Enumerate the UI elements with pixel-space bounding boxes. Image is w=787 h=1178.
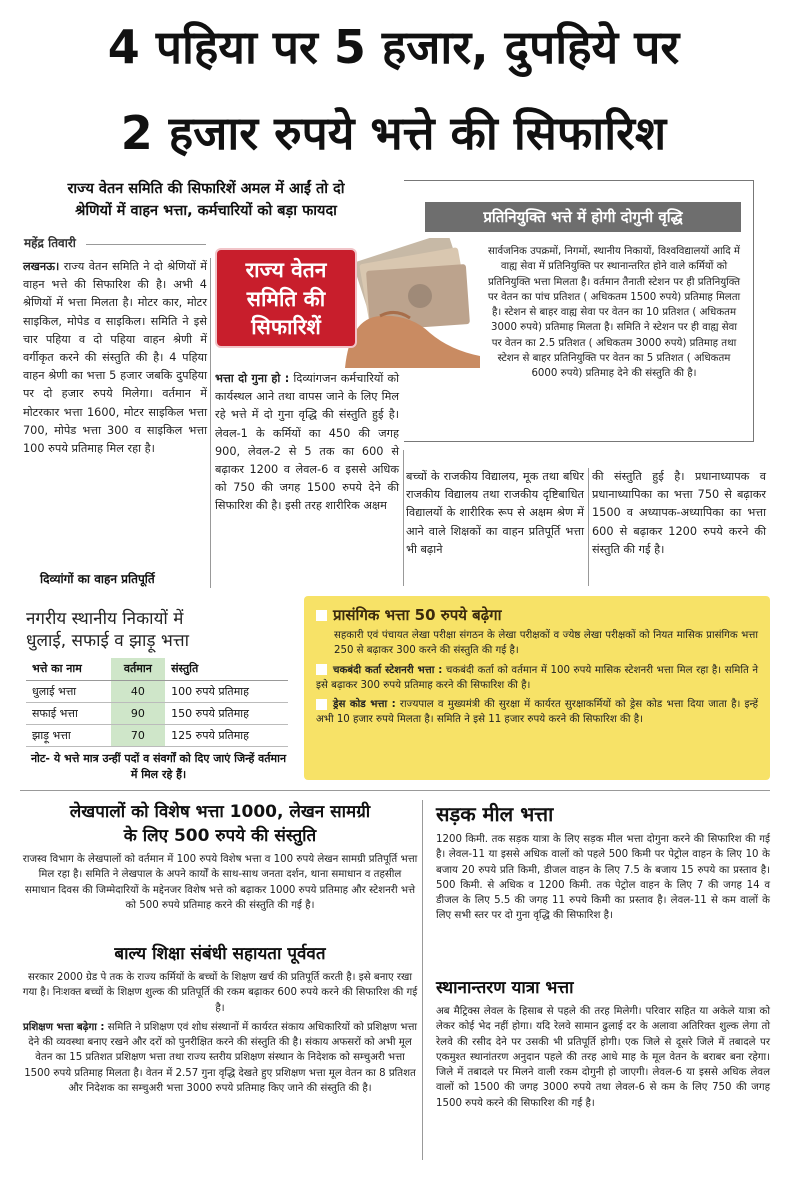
urban-note: नोट- ये भत्ते मात्र उन्हीं पदों व संवर्गों को दिए जाएं जिन्हें वर्तमान में मिल रहे हैं। <box>30 751 287 781</box>
transfer-text: अब मैट्रिक्स लेवल के हिसाब से पहले की तरह मिलेगी। परिवार सहित या अकेले यात्रा को लेकर कोई भेद नहीं होगा। यदि रेलवे सामान ढुलाई दर के अलावा अतिरिक्त शुल्क लेगा तो रेलवे की रसीद देने पर उसकी भी प्रतिपूर्ति होगी। एक जिले से दूसरे जिले में तबादले पर एकमुश्त स्थानांतरण अनुदान पहले की तरह आधे माह के मूल वेतन के बराबर बना रहेगा। जिले में तबादले पर मिलने वाली रकम दोगुनी हो जाएगी। लेवल-6 या इससे अधिक लेवल वालों को 1500 की जगह 3000 रुपये तथा लेवल-6 से कम के लिए 750 की जगह 1500 रुपये करने की सिफारिश की गई है। <box>436 1006 770 1109</box>
child-text: सरकार 2000 ग्रेड पे तक के राज्य कर्मियों के बच्चों के शिक्षण खर्च की प्रतिपूर्ति करती है। इसे बनाए रखा गया है। निःशक्त बच्चों के शिक्षण शुल्क की प्रतिपूर्ति की रकम बढ़ाकर 600 रुपये करने की सिफारिश की गई है। <box>22 972 418 1014</box>
yellow-p3 <box>316 697 758 728</box>
table-row <box>26 680 288 702</box>
dateline: लखनऊ। <box>23 260 60 273</box>
col2-body: दिव्यांगजन कर्मचारियों को कार्यस्थल आने तथा वापस जाने के लिए मिल रहे भत्ते में दो गुना वृद्धि की संस्तुति हुई है। लेवल-1 के कर्मियों का 450 की जगह 900, लेवल-2 से 5 तक का 600 से बढ़ाकर 1200 व लेवल-6 व इससे अधिक को 750 की जगह 1500 रुपये देने की सिफारिश की है। इसी तरह शारीरिक अक्षम <box>215 372 399 513</box>
urban-cell: 90 <box>111 702 166 724</box>
urban-cell: 125 रुपये प्रतिमाह <box>171 728 249 742</box>
urban-title-2: धुलाई, सफाई व झाड़ू भत्ता <box>26 631 190 651</box>
urban-header-current: वर्तमान <box>111 658 166 680</box>
deputation-text: सार्वजनिक उपक्रमों, निगमों, स्थानीय निकायों, विश्वविद्यालयों आदि में वाह्य सेवा में प्रतिनियुक्ति पर स्थानान्तरित होने वाले कर्मियों को प्रतिनियुक्ति भत्ता मिलता है। वर्तमान तैनाती स्टेशन पर ही प्रतिनियुक्ति पर वेतन का पांच प्रतिशत ( अधिकतम 1500 रुपये) प्रतिमाह मिलता है। स्टेशन से बाहर वाह्य सेवा पर वेतन का 10 प्रतिशत ( अधिकतम 3000 रुपये) प्रतिमाह मिलता है। समिति ने स्टेशन पर ही वाह्य सेवा पर वेतन का 2.5 प्रतिशत ( अधिकतम 3000 रुपये) प्रतिमाह तथा स्टेशन से बाहर प्रतिनियुक्ति पर वेतन का 5 प्रतिशत ( अधिकतम 6000 रुपये) प्रतिमाह देने की संस्तुति की है। <box>487 246 741 380</box>
yellow-p2-lead: चकबंदी कर्ता स्टेशनरी भत्ता : <box>333 664 443 676</box>
urban-cell: सफाई भत्ता <box>32 706 78 720</box>
col1-body: राज्य वेतन समिति ने दो श्रेणियों में वाहन भत्ते की सिफारिश की है। अभी 4 श्रेणियों में भत्ता मिलता है। मोटर कार, मोटर साइकिल, मोपेड व साइकिल। समिति ने इसे चार पहिया व दो पहिया वाहन श्रेणी में वर्गीकृत करने की संस्तुति की है। 4 पहिया वाहन श्रेणी का भत्ता 5 हजार जबकि दुपहिया पर दो हजार रुपये मिलेगा। वर्तमान में मोटरकार भत्ता 1600, मोटर साइकिल भत्ता 700, मोपेड भत्ता 300 व साइकिल भत्ता 100 रुपये प्रतिमाह मिल रहा है। <box>23 260 207 456</box>
urban-block <box>26 608 291 783</box>
square-bullet-icon <box>316 699 327 710</box>
urban-cell: 40 <box>111 680 166 702</box>
urban-title-1: नगरीय स्थानीय निकायों में <box>26 609 184 629</box>
child-text-2 <box>22 1020 418 1096</box>
yellow-p3-body: राज्यपाल व मुख्यमंत्री की सुरक्षा में कार्यरत सुरक्षाकर्मियों को ड्रेस कोड भत्ता दिया जाता है। इन्हें अभी 10 हजार रुपये मिलता है। समिति ने इसे 11 हजार रुपये करने की सिफारिश की है। <box>316 699 758 726</box>
badge-line-1: राज्य वेतन <box>245 258 327 282</box>
subheadline-line-1: राज्य वेतन समिति की सिफारिशें अमल में आईं तो दो <box>67 181 345 197</box>
col1-subhead: दिव्यांगों का वाहन प्रतिपूर्ति <box>40 572 155 586</box>
child-title: बाल्य शिक्षा संबंधी सहायता पूर्ववत <box>114 944 326 964</box>
urban-cell: 150 रुपये प्रतिमाह <box>171 706 249 720</box>
lekhpal-block <box>22 800 418 913</box>
col2-text <box>215 370 399 516</box>
badge <box>215 248 357 348</box>
urban-cell: झाड़ू भत्ता <box>32 728 71 742</box>
square-bullet-icon <box>316 610 327 621</box>
road-title: सड़क मील भत्ता <box>436 802 554 826</box>
col4-text: की संस्तुति हुई है। प्रधानाध्यापक व प्रधानाध्यापिका का भत्ता 750 से बढ़ाकर 1500 व अध्यापक-अध्यापिका का भत्ता 600 से बढ़ाकर 1200 रुपये करने की संस्तुति की गई है। <box>592 470 766 556</box>
col1-text <box>23 258 207 458</box>
table-row <box>26 702 288 724</box>
transfer-title: स्थानान्तरण यात्रा भत्ता <box>436 978 574 998</box>
transfer-block <box>436 976 770 1111</box>
table-row <box>26 724 288 746</box>
yellow-title: प्रासंगिक भत्ता 50 रुपये बढ़ेगा <box>333 606 502 624</box>
child-body-2: समिति ने प्रशिक्षण एवं शोध संस्थानों में कार्यरत संकाय अधिकारियों को प्रशिक्षण भत्ता देने की व्यवस्था बनाए रखने और दरों को पुनरीक्षित करने की संस्तुति की है। संकाय अफसरों को अभी मूल वेतन का 15 प्रतिशत प्रशिक्षण भत्ता तथा राज्य स्तरीय प्रशिक्षण संस्थान के निदेशक को सम्चुअरी भत्ता 1500 रुपये प्रतिमाह मिलता है। वेतन में 2.57 गुना वृद्धि देखते हुए प्रशिक्षण भत्ता मूल वेतन का 8 प्रतिशत और निदेशक का सम्चुअरी भत्ता 3000 रुपये प्रतिमाह किए जाने की संस्तुति की है। <box>24 1021 418 1095</box>
child-block <box>22 942 418 1096</box>
urban-table <box>26 658 288 747</box>
deputation-title: प्रतिनियुक्ति भत्ते में होगी दोगुनी वृद्धि <box>425 202 741 232</box>
yellow-p2-body: चकबंदी कर्ता को वर्तमान में 100 रुपये मासिक स्टेशनरी भत्ता मिल रहा है। समिति ने इसे बढ़ाकर 300 रुपये प्रतिमाह करने की सिफारिश की है। <box>316 664 758 691</box>
urban-cell: 70 <box>111 724 166 746</box>
yellow-p2 <box>316 663 758 694</box>
deputation-text-top <box>486 244 742 382</box>
yellow-title-row <box>316 604 758 626</box>
urban-cell: 100 रुपये प्रतिमाह <box>171 684 249 698</box>
lekhpal-title-1: लेखपालों को विशेष भत्ता 1000, लेखन सामग्री <box>69 802 371 822</box>
yellow-p1: सहकारी एवं पंचायत लेखा परीक्षा संगठन के लेखा परीक्षकों व ज्येष्ठ लेखा परीक्षकों को नियत मासिक प्रासंगिक भत्ता 250 से बढ़ाकर 300 करने की संस्तुति की गई है। <box>334 630 758 657</box>
badge-line-3: सिफारिशें <box>251 315 321 339</box>
road-text: 1200 किमी. तक सड़क यात्रा के लिए सड़क मील भत्ता दोगुना करने की सिफारिश की गई है। लेवल-11 या इससे अधिक वालों को पहले 500 किमी पर पेट्रोल वाहन के लिए 10 के बजाय 20 रुपये प्रति किमी, डीजल वाहन के लिए 7.5 के बजाय 15 रुपये का प्रस्ताव है। 500 किमी. से अधिक व 1200 किमी. तक पेट्रोल वाहन के लिए 7 की जगह 14 व डीजल के लिए 5.5 की जगह 11 रुपये किमी का प्रस्ताव है। लेवल-11 से कम वालों के लिए सभी स्तर पर दो गुना वृद्धि की सिफारिश है। <box>436 834 770 922</box>
road-block <box>436 800 770 924</box>
badge-line-2: समिति की <box>246 287 326 311</box>
urban-cell: धुलाई भत्ता <box>32 684 77 698</box>
byline: महेंद्र तिवारी <box>24 236 76 250</box>
lekhpal-title-2: के लिए 500 रुपये की संस्तुति <box>123 826 317 846</box>
yellow-p3-lead: ड्रेस कोड भत्ता : <box>333 699 396 711</box>
headline-line-1: 4 पहिया पर 5 हजार, दुपहिये पर <box>107 20 680 74</box>
subheadline-line-2: श्रेणियों में वाहन भत्ता, कर्मचारियों को बड़ा फायदा <box>75 203 337 219</box>
col2-lead: भत्ता दो गुना हो : <box>215 372 290 385</box>
yellow-box <box>304 596 770 780</box>
col3-text: बच्चों के राजकीय विद्यालय, मूक तथा बधिर राजकीय विद्यालय तथा राजकीय दृष्टिबाधित विद्यालयों के शारीरिक रूप से अक्षम श्रेण में आने वाले शिक्षकों का वाहन प्रतिपूर्ति भत्ता भी बढ़ाने <box>406 470 584 556</box>
urban-header-name: भत्ते का नाम <box>32 662 82 676</box>
lekhpal-text: राजस्व विभाग के लेखपालों को वर्तमान में 100 रुपये विशेष भत्ता व 100 रुपये लेखन सामग्री प्रतिपूर्ति भत्ता मिल रहा है। समिति ने लेखपाल के अपने कार्यों के साथ-साथ जनता दर्शन, थाना समाधान व तहसील समाधान दिवस की जिम्मेदारियों के मद्देनजर विशेष भत्ते को बढ़ाकर 1000 रुपये प्रतिमाह और स्टेशनरी भत्ते को 500 रुपये प्रतिमाह करने की संस्तुति की गई है। <box>22 854 418 911</box>
subheadline <box>6 178 406 222</box>
child-lead: प्रशिक्षण भत्ता बढ़ेगा : <box>22 1021 105 1033</box>
money-photo <box>340 238 480 368</box>
square-bullet-icon <box>316 664 327 675</box>
urban-header-proposed: संस्तुति <box>171 662 199 676</box>
headline-line-2: 2 हजार रुपये भत्ते की सिफारिश <box>120 106 667 160</box>
